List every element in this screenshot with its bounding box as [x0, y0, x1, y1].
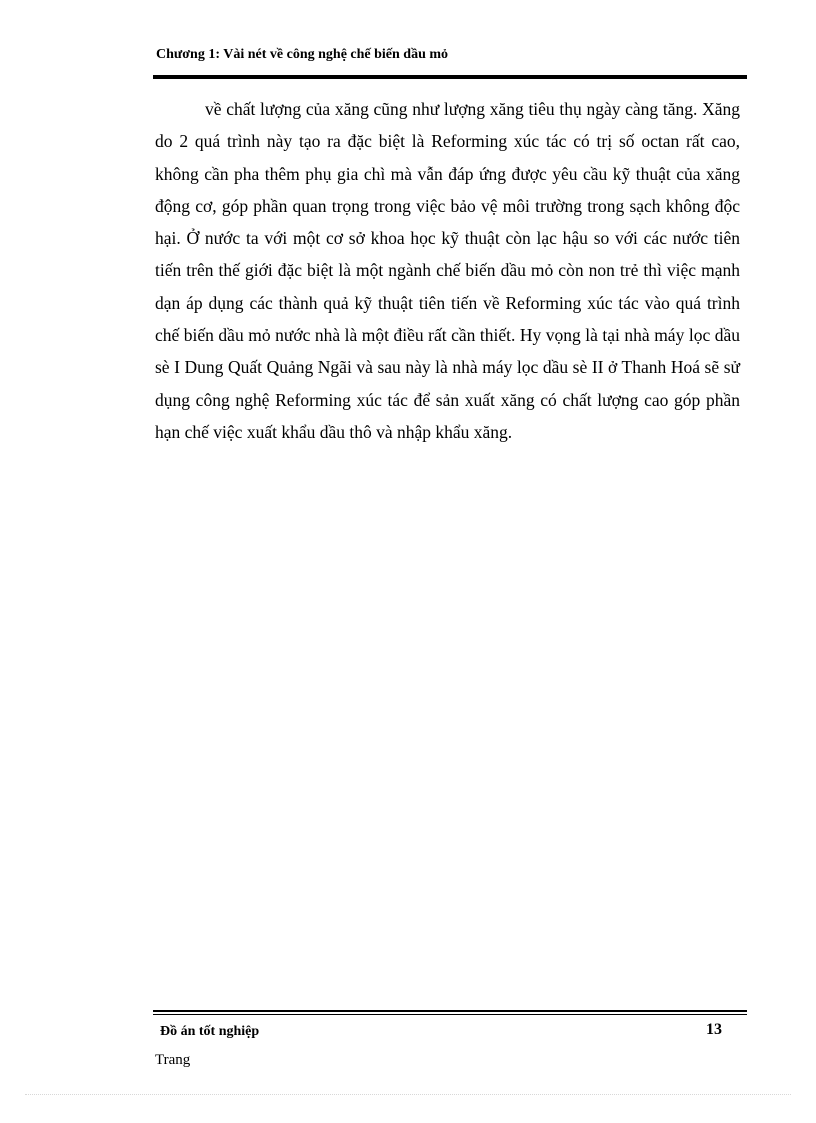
page-bottom-border — [25, 1094, 791, 1095]
page-number: 13 — [706, 1021, 722, 1038]
footer-rule-thin — [153, 1014, 747, 1015]
header-rule — [153, 75, 747, 79]
body-paragraph: về chất lượng của xăng cũng như lượng xăng tiêu thụ ngày càng tăng. Xăng do 2 quá trình này tạo ra đặc biệt là Reforming xúc tác có trị số octan rất cao, không cần pha thêm phụ gia chì mà vẫn đáp ứng được yêu cầu kỹ thuật của xăng động cơ, góp phần quan trọng trong việc bảo vệ môi trường trong sạch không độc hại. Ở nước ta với một cơ sở khoa học kỹ thuật còn lạc hậu so với các nước tiên tiến trên thế giới đặc biệt là một ngành chế biến dầu mỏ còn non trẻ thì việc mạnh dạn áp dụng các thành quả kỹ thuật tiên tiến về Reforming xúc tác vào quá trình chế biến dầu mỏ nước nhà là một điều rất cần thiết. Hy vọng là tại nhà máy lọc dầu sè I Dung Quất Quảng Ngãi và sau này là nhà máy lọc dầu sè II ở Thanh Hoá sẽ sử dụng công nghệ Reforming xúc tác để sản xuất xăng có chất lượng cao góp phần hạn chế việc xuất khẩu dầu thô và nhập khẩu xăng. — [155, 99, 740, 442]
chapter-header: Chương 1: Vài nét về công nghệ chế biến dầu mỏ — [156, 47, 449, 62]
footer-thesis-label: Đồ án tốt nghiệp — [160, 1024, 260, 1039]
footer-trang-label: Trang — [155, 1052, 191, 1068]
footer-rule-thick — [153, 1010, 747, 1012]
